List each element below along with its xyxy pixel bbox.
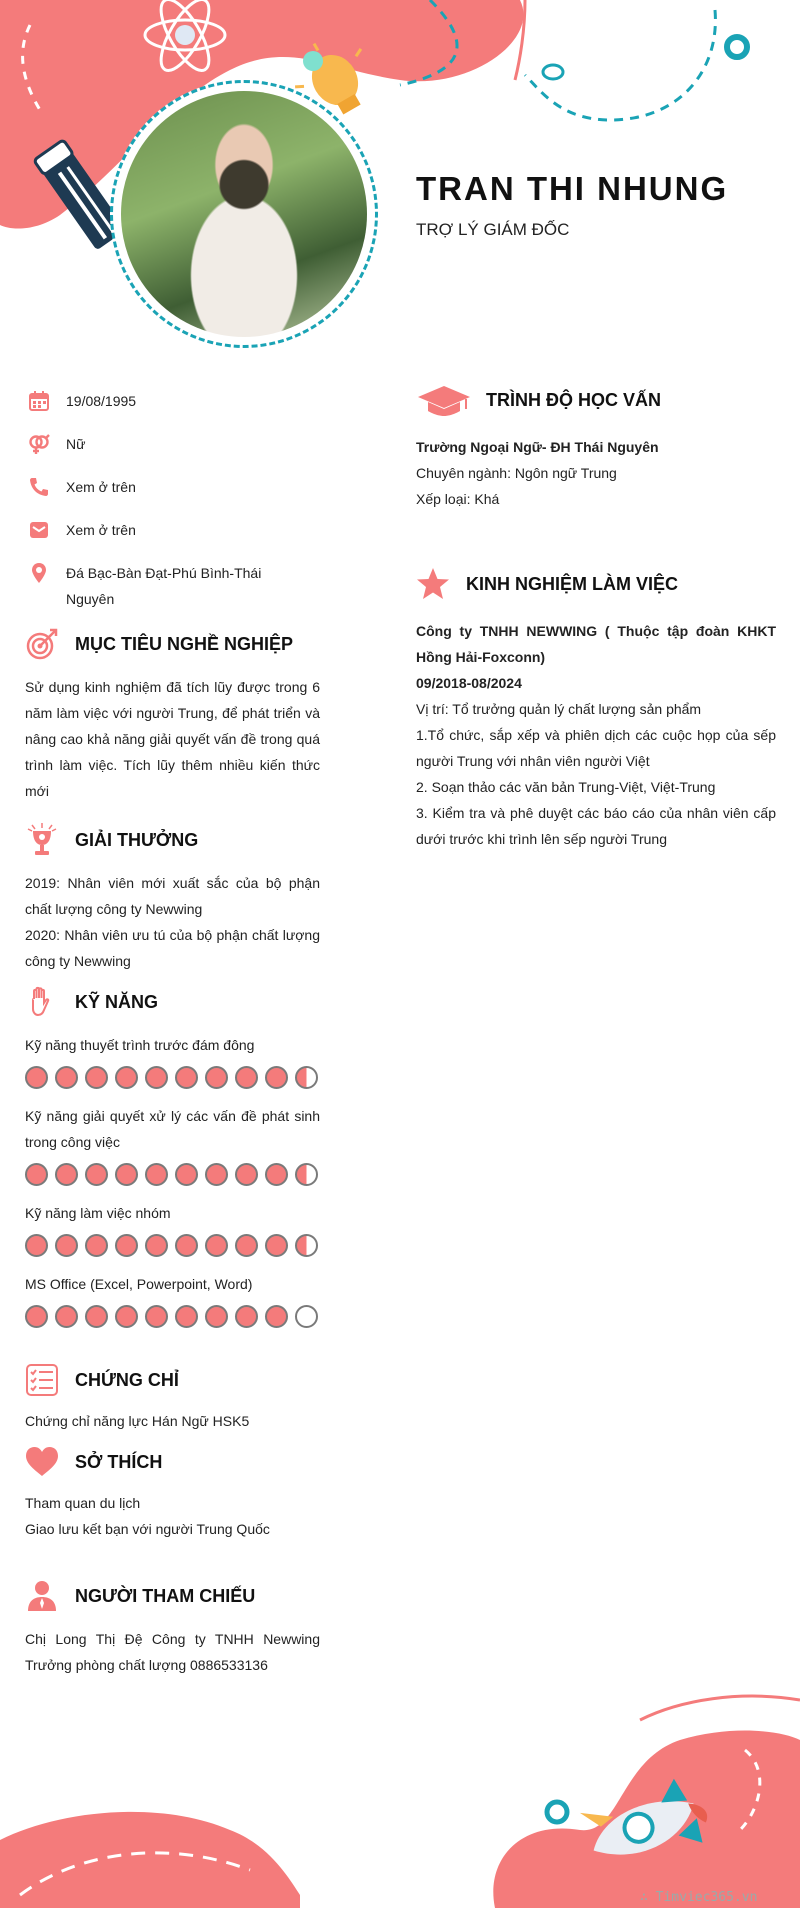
objective-section — [25, 626, 320, 804]
skill-rating-dot — [55, 1234, 78, 1257]
graduation-cap-icon — [416, 383, 472, 417]
skill-rating-dot — [295, 1163, 318, 1186]
skill-name: Kỹ năng thuyết trình trước đám đông — [25, 1037, 255, 1053]
checklist-icon — [25, 1363, 59, 1397]
contact-gender — [28, 431, 288, 457]
contact-address — [28, 560, 288, 612]
objective-header — [25, 626, 320, 662]
contact-birthday-text: 19/08/1995 — [66, 393, 137, 409]
references-text: Chị Long Thị Đệ Công ty TNHH Newwing Trưởng phòng chất lượng 0886533136 — [25, 1631, 320, 1673]
skill-rating-dot — [175, 1163, 198, 1186]
job-title: TRỢ LÝ GIÁM ĐỐC — [416, 220, 570, 239]
footer-decoration — [0, 1680, 800, 1908]
hobbies-section — [25, 1444, 320, 1542]
contact-phone — [28, 474, 288, 500]
skill-rating-dot — [265, 1066, 288, 1089]
experience-duty: 1.Tổ chức, sắp xếp và phiên dịch các cuộc họp của sếp người Trung với nhân viên người Việt — [416, 727, 776, 769]
award-item: 2019: Nhân viên mới xuất sắc của bộ phận chất lượng công ty Newwing — [25, 875, 320, 917]
skill-rating-dot — [145, 1066, 168, 1089]
skill-rating-dot — [85, 1066, 108, 1089]
skill-rating-dot — [175, 1234, 198, 1257]
skill-rating-dot — [55, 1163, 78, 1186]
experience-company: Công ty TNHH NEWWING ( Thuộc tập đoàn KHKT Hồng Hải-Foxconn) — [416, 623, 776, 665]
skill-rating-dot — [115, 1066, 138, 1089]
contact-birthday — [28, 388, 288, 414]
experience-header — [416, 566, 776, 602]
skill-rating-dot — [295, 1234, 318, 1257]
candidate-name: TRAN THI NHUNG — [416, 170, 729, 207]
education-section — [416, 382, 776, 512]
hobby-item: Giao lưu kết bạn với người Trung Quốc — [25, 1521, 270, 1537]
skill-rating-dot — [235, 1234, 258, 1257]
skills-section — [25, 984, 320, 1342]
experience-title: KINH NGHIỆM LÀM VIỆC — [466, 573, 679, 594]
skill-rating-dot — [175, 1305, 198, 1328]
contact-info — [28, 388, 288, 629]
references-title: NGƯỜI THAM CHIẾU — [75, 1585, 256, 1606]
person-icon — [25, 1579, 59, 1613]
location-pin-icon — [28, 562, 50, 584]
education-title: TRÌNH ĐỘ HỌC VẤN — [486, 389, 661, 410]
awards-header — [25, 822, 320, 858]
skill-rating-dot — [145, 1305, 168, 1328]
hobbies-title: SỞ THÍCH — [75, 1451, 163, 1472]
skill-rating-dot — [235, 1066, 258, 1089]
skill-name: Kỹ năng giải quyết xử lý các vấn đề phát sinh trong công việc — [25, 1108, 320, 1150]
trophy-icon — [25, 823, 59, 857]
skill-rating-dot — [175, 1066, 198, 1089]
skill-rating-dot — [235, 1163, 258, 1186]
skill-rating-dot — [295, 1305, 318, 1328]
education-school: Trường Ngoại Ngữ- ĐH Thái Nguyên — [416, 439, 659, 455]
skill-rating-dot — [115, 1234, 138, 1257]
watermark: ∴ Timviec365.vn — [640, 1890, 758, 1905]
certificates-title: CHỨNG CHỈ — [75, 1369, 179, 1390]
education-grade: Xếp loại: Khá — [416, 491, 500, 507]
skill-rating-dot — [295, 1066, 318, 1089]
certificates-header — [25, 1362, 320, 1398]
email-icon — [28, 519, 50, 541]
education-major: Chuyên ngành: Ngôn ngữ Trung — [416, 465, 617, 481]
skill-rating-dot — [85, 1234, 108, 1257]
awards-title: GIẢI THƯỞNG — [75, 829, 199, 850]
skill-rating-dot — [145, 1234, 168, 1257]
skill-rating-dot — [205, 1066, 228, 1089]
contact-email-text: Xem ở trên — [66, 522, 136, 538]
calendar-icon — [28, 390, 50, 412]
skill-rating-dot — [85, 1305, 108, 1328]
certificate-item: Chứng chỉ năng lực Hán Ngữ HSK5 — [25, 1413, 250, 1429]
avatar — [110, 80, 378, 348]
skill-rating-dot — [235, 1305, 258, 1328]
skill-rating — [25, 1234, 320, 1257]
references-section — [25, 1578, 320, 1678]
gender-icon — [28, 433, 50, 455]
skill-rating-dot — [115, 1163, 138, 1186]
skill-rating-dot — [85, 1163, 108, 1186]
skills-header — [25, 984, 320, 1020]
awards-section — [25, 822, 320, 974]
hobby-item: Tham quan du lịch — [25, 1495, 141, 1511]
skill-rating-dot — [265, 1163, 288, 1186]
contact-email — [28, 517, 288, 543]
skill-rating-dot — [145, 1163, 168, 1186]
skill-rating-dot — [205, 1305, 228, 1328]
award-item: 2020: Nhân viên ưu tú của bộ phận chất lượng công ty Newwing — [25, 927, 320, 969]
hobbies-header — [25, 1444, 320, 1480]
experience-section — [416, 566, 776, 852]
target-icon — [25, 627, 59, 661]
profile-photo — [121, 91, 367, 337]
experience-position: Vị trí: Tổ trưởng quản lý chất lượng sản phẩm — [416, 701, 702, 717]
skill-rating — [25, 1305, 320, 1328]
heart-icon — [25, 1445, 59, 1479]
experience-period: 09/2018-08/2024 — [416, 675, 522, 691]
skill-rating-dot — [25, 1066, 48, 1089]
experience-duty: 2. Soạn thảo các văn bản Trung-Việt, Việt-Trung — [416, 779, 716, 795]
skill-rating-dot — [25, 1234, 48, 1257]
skills-list — [25, 1032, 320, 1328]
star-icon — [416, 567, 450, 601]
skill-rating-dot — [205, 1234, 228, 1257]
skill-rating-dot — [115, 1305, 138, 1328]
certificates-section — [25, 1362, 320, 1434]
education-header — [416, 382, 776, 418]
skill-name: Kỹ năng làm việc nhóm — [25, 1205, 171, 1221]
skill-rating-dot — [25, 1305, 48, 1328]
skill-rating — [25, 1066, 320, 1089]
contact-phone-text: Xem ở trên — [66, 479, 136, 495]
experience-duty: 3. Kiểm tra và phê duyệt các báo cáo của nhân viên cấp dưới trước khi trình lên sếp người Trung — [416, 805, 776, 847]
contact-address-text: Đá Bạc-Bàn Đạt-Phú Bình-Thái Nguyên — [66, 565, 262, 607]
skill-rating-dot — [25, 1163, 48, 1186]
hand-icon — [25, 985, 59, 1019]
contact-gender-text: Nữ — [66, 436, 86, 452]
references-header — [25, 1578, 320, 1614]
objective-text: Sử dụng kinh nghiệm đã tích lũy được trong 6 năm làm việc với người Trung, để phát triển và nâng cao khả năng giải quyết vấn đề trong quá trình làm việc. Tích lũy thêm nhiều kiến thức mới — [25, 679, 320, 799]
skill-rating-dot — [55, 1305, 78, 1328]
skill-rating-dot — [265, 1305, 288, 1328]
skill-rating-dot — [265, 1234, 288, 1257]
skill-rating-dot — [55, 1066, 78, 1089]
skills-title: KỸ NĂNG — [75, 991, 159, 1012]
skill-rating-dot — [205, 1163, 228, 1186]
phone-icon — [28, 476, 50, 498]
skill-name: MS Office (Excel, Powerpoint, Word) — [25, 1276, 253, 1292]
skill-rating — [25, 1163, 320, 1186]
objective-title: MỤC TIÊU NGHỀ NGHIỆP — [75, 633, 294, 654]
